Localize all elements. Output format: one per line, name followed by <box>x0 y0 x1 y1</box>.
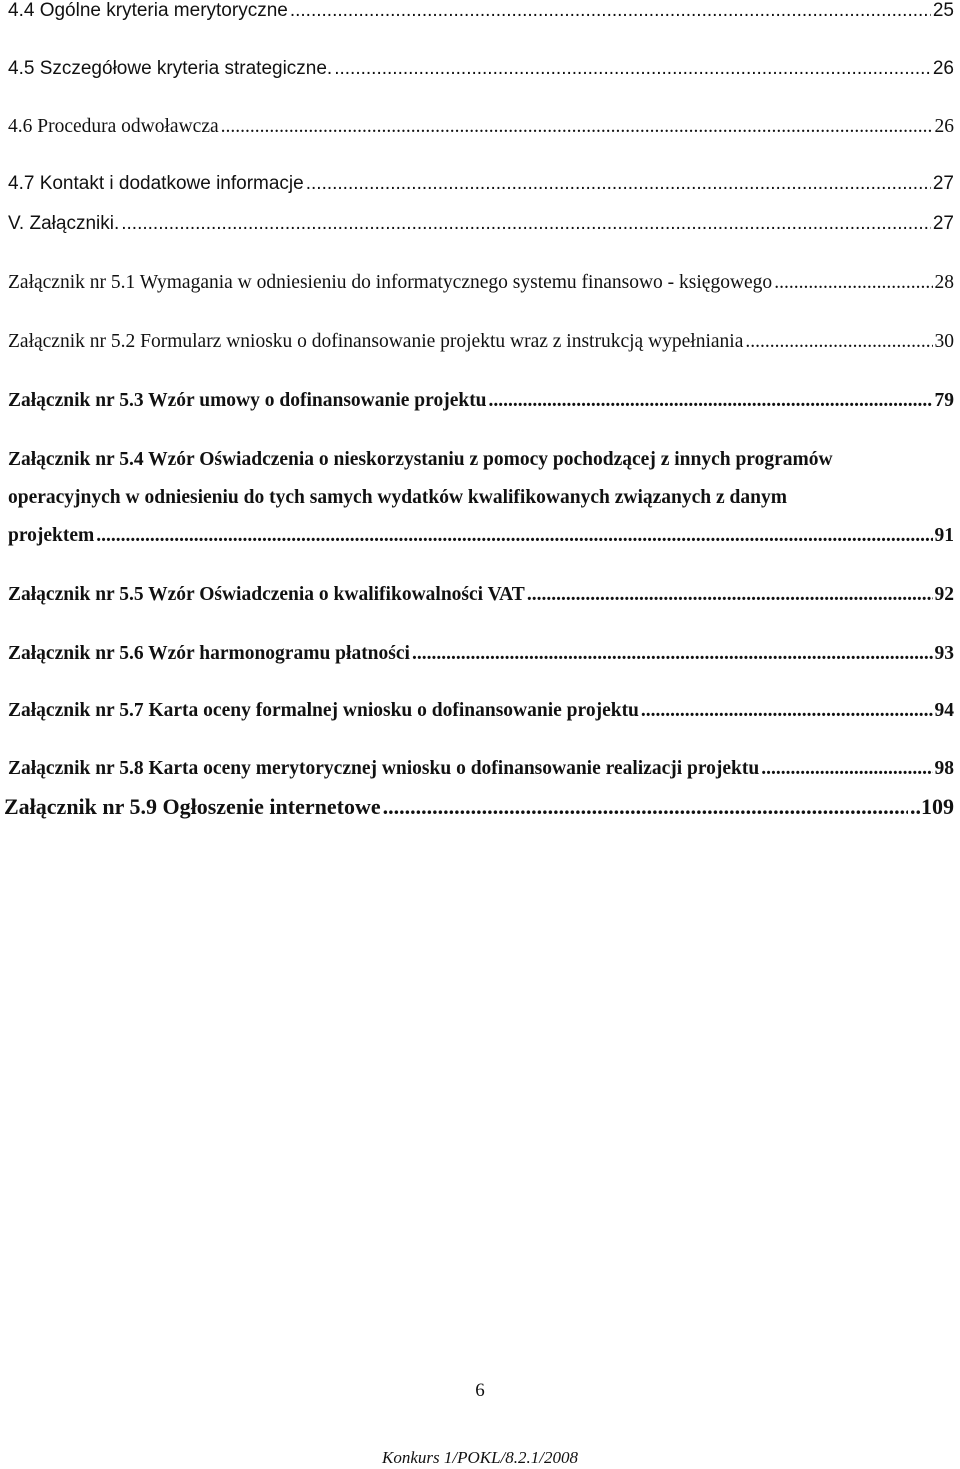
toc-entry-page: 98 <box>934 758 954 779</box>
toc-leader-dots <box>306 173 931 195</box>
toc-entry-title: Załącznik nr 5.5 Wzór Oświadczenia o kwalifikowalności VAT <box>8 584 525 605</box>
toc-leader-dots <box>383 794 908 820</box>
toc-entry-title: 4.6 Procedura odwoławcza <box>8 116 219 137</box>
toc-entry-title-line-3: projektem <box>8 525 95 546</box>
toc-entry-title: 4.4 Ogólne kryteria merytoryczne <box>8 0 288 21</box>
toc-entry-page: 92 <box>934 584 954 605</box>
toc-leader-dots <box>334 58 931 80</box>
toc-entry-page: 25 <box>932 0 954 21</box>
toc-entry[interactable] <box>8 584 954 612</box>
toc-entry-page: 26 <box>934 116 954 137</box>
toc-entry-title: V. Załączniki. <box>8 213 120 234</box>
toc-entry-title: Załącznik nr 5.7 Karta oceny formalnej wniosku o dofinansowanie projektu <box>8 700 639 721</box>
toc-leader-dots <box>745 331 932 353</box>
toc-leader-dots <box>761 758 932 780</box>
toc-entry[interactable] <box>8 272 954 300</box>
toc-entry-title: Załącznik nr 5.9 Ogłoszenie internetowe <box>4 794 381 819</box>
toc-entry[interactable] <box>4 794 954 826</box>
toc-entry-title: Załącznik nr 5.6 Wzór harmonogramu płatności <box>8 643 410 664</box>
toc-leader-dots <box>489 390 933 412</box>
toc-entry[interactable] <box>8 390 954 418</box>
toc-entry-last-line <box>8 517 954 555</box>
toc-entry[interactable] <box>8 331 954 359</box>
toc-leader-dots <box>96 517 932 555</box>
toc-entry-page: 79 <box>934 390 954 411</box>
toc-entry-page: 91 <box>934 525 954 546</box>
toc-leader-dots <box>412 643 933 665</box>
toc-entry[interactable] <box>8 213 954 241</box>
toc-entry-title-line-1: Załącznik nr 5.4 Wzór Oświadczenia o nieskorzystaniu z pomocy pochodzącej z innych programów <box>8 449 833 470</box>
toc-entry-page: 30 <box>934 331 954 352</box>
toc-entry-title: 4.5 Szczegółowe kryteria strategiczne. <box>8 58 333 79</box>
page-number: 6 <box>475 1380 485 1401</box>
toc-entry-page: 28 <box>934 272 954 293</box>
toc-entry-title: Załącznik nr 5.1 Wymagania w odniesieniu do informatycznego systemu finansowo - księgowego <box>8 272 773 293</box>
toc-entry-title: Załącznik nr 5.8 Karta oceny merytorycznej wniosku o dofinansowanie realizacji projektu <box>8 758 760 779</box>
toc-entry-page: 27 <box>932 213 954 234</box>
toc-leader-dots <box>221 116 933 138</box>
toc-entry-page: ..109 <box>910 794 954 819</box>
toc-entry[interactable] <box>8 116 954 144</box>
toc-entry-title: 4.7 Kontakt i dodatkowe informacje <box>8 173 304 194</box>
toc-entry-title: Załącznik nr 5.2 Formularz wniosku o dofinansowanie projektu wraz z instrukcją wypełniania <box>8 331 744 352</box>
toc-entry[interactable] <box>8 173 954 201</box>
toc-entry-title: Załącznik nr 5.3 Wzór umowy o dofinansowanie projektu <box>8 390 487 411</box>
toc-leader-dots <box>774 272 932 294</box>
toc-entry[interactable] <box>8 758 954 786</box>
toc-leader-dots <box>290 0 931 22</box>
toc-entry-multiline[interactable] <box>8 441 954 555</box>
toc-entry[interactable] <box>8 643 954 671</box>
toc-leader-dots <box>527 584 933 606</box>
toc-entry[interactable] <box>8 700 954 728</box>
toc-entry-page: 93 <box>934 643 954 664</box>
toc-leader-dots <box>641 700 933 722</box>
page-footer: Konkurs 1/POKL/8.2.1/2008 <box>382 1448 578 1467</box>
toc-entry-title-line-2: operacyjnych w odniesieniu do tych samych wydatków kwalifikowanych związanych z danym <box>8 487 787 508</box>
toc-entry-page: 94 <box>934 700 954 721</box>
toc-leader-dots <box>121 213 931 235</box>
toc-entry[interactable] <box>8 58 954 86</box>
toc-entry[interactable] <box>8 0 954 28</box>
toc-entry-page: 27 <box>932 173 954 194</box>
toc-entry-page: 26 <box>932 58 954 79</box>
